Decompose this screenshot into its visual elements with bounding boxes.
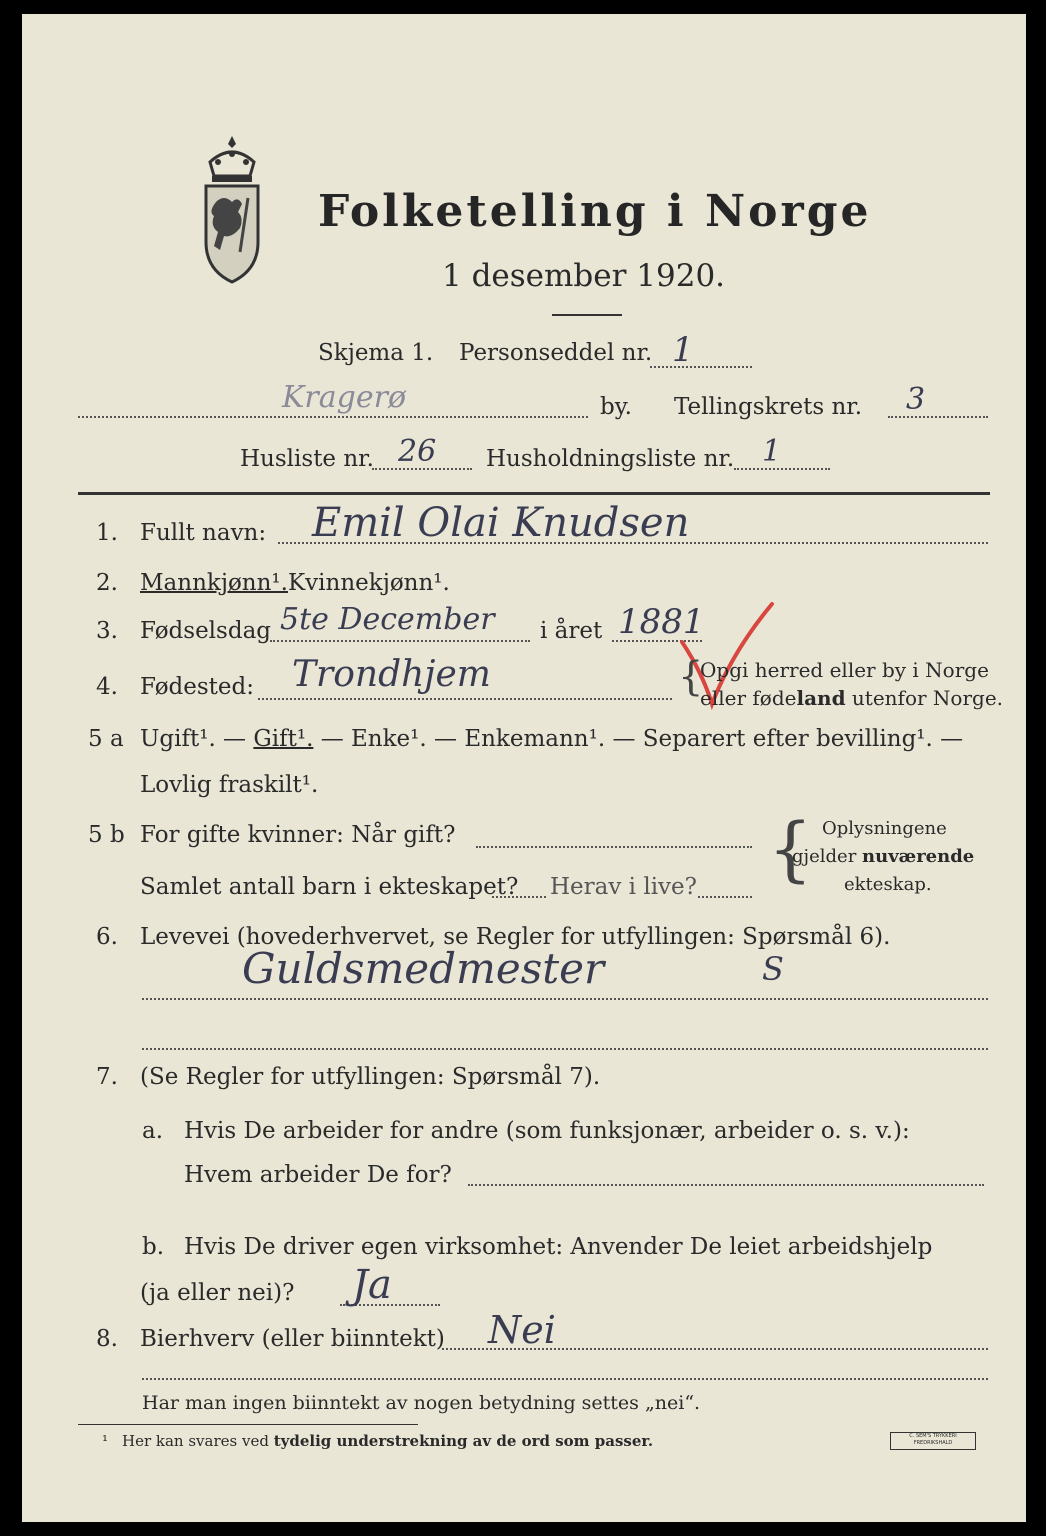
- q7a-line2: Hvem arbeider De for?: [184, 1162, 452, 1188]
- q5b-when-field-line: [476, 846, 752, 848]
- q7-number: 7.: [96, 1064, 118, 1090]
- q1-number: 1.: [96, 520, 118, 546]
- q6-label: Levevei (hovederhvervet, se Regler for utfyllingen: Spørsmål 6).: [140, 924, 891, 950]
- husliste-value[interactable]: 26: [398, 434, 437, 469]
- q7a-field-line: [468, 1184, 984, 1186]
- q6-occupation-value[interactable]: Guldsmedmester: [242, 944, 605, 993]
- q6-occupation-mark: S: [762, 950, 784, 988]
- q3-label: Fødselsdag: [140, 618, 272, 644]
- q5a-option-fraskilt[interactable]: Lovlig fraskilt¹.: [140, 772, 319, 798]
- husholdning-value[interactable]: 1: [762, 434, 782, 469]
- personseddel-value[interactable]: 1: [672, 330, 694, 370]
- personseddel-field-line: [650, 366, 752, 368]
- q4-number: 4.: [96, 674, 118, 700]
- by-field-line: [78, 416, 588, 418]
- q1-name-value[interactable]: Emil Olai Knudsen: [312, 500, 690, 546]
- husholdning-field-line: [734, 468, 830, 470]
- q6-number: 6.: [96, 924, 118, 950]
- title-divider: [552, 314, 622, 316]
- tellingskrets-label: Tellingskrets nr.: [674, 394, 863, 420]
- q7-label: (Se Regler for utfyllingen: Spørsmål 7).: [140, 1064, 601, 1090]
- census-date: 1 desember 1920.: [442, 258, 726, 294]
- tellingskrets-value[interactable]: 3: [906, 382, 926, 417]
- footer-note: Har man ingen biinntekt av nogen betydning settes „nei“.: [142, 1392, 701, 1414]
- footer-field-line: [142, 1378, 988, 1380]
- husholdning-label: Husholdningsliste nr.: [486, 446, 735, 472]
- q5b-note-brace: {: [768, 808, 813, 890]
- q4-note-line1: Opgi herred eller by i Norge: [700, 658, 989, 682]
- footnote-divider: [78, 1424, 418, 1425]
- q3-year-label: i året: [540, 618, 603, 644]
- footnote-mark: ¹: [102, 1432, 109, 1450]
- q4-field-line: [258, 698, 672, 700]
- q4-label: Fødested:: [140, 674, 255, 700]
- header-divider: [78, 492, 990, 495]
- form-title: Folketelling i Norge: [318, 186, 872, 237]
- q7a-line1: Hvis De arbeider for andre (som funksjonær, arbeider o. s. v.):: [184, 1118, 910, 1144]
- q5a-gift-option[interactable]: Gift¹.: [253, 726, 314, 752]
- printer-stamp: C. SEM'S TRYKKERI FREDRIKSHALD: [890, 1432, 976, 1450]
- q5b-line1: For gifte kvinner: Når gift?: [140, 822, 456, 848]
- q3-day-field-line: [270, 640, 530, 642]
- q5b-note-line3: ekteskap.: [844, 874, 932, 895]
- by-label: by.: [600, 394, 632, 420]
- q5b-alive-field-line: [698, 896, 752, 898]
- q7b-line1: Hvis De driver egen virksomhet: Anvender De leiet arbeidshjelp: [184, 1234, 933, 1260]
- q5b-alive-label: Herav i live?: [550, 874, 697, 900]
- q3-number: 3.: [96, 618, 118, 644]
- q4-birthplace-value[interactable]: Trondhjem: [292, 654, 491, 695]
- q7b-line2: (ja eller nei)?: [140, 1280, 295, 1306]
- q3-year-value[interactable]: 1881: [618, 602, 705, 642]
- by-value[interactable]: Kragerø: [282, 380, 406, 415]
- q4-note-brace: {: [678, 654, 704, 700]
- q7b-number: b.: [142, 1234, 165, 1260]
- census-form: [22, 14, 1026, 1522]
- q6-field-line-1: [142, 998, 988, 1000]
- q3-day-value[interactable]: 5te December: [280, 602, 495, 637]
- q6-field-line-2: [142, 1048, 988, 1050]
- q2-number: 2.: [96, 570, 118, 596]
- skjema-label: Skjema 1.: [318, 340, 434, 366]
- q8-label: Bierhverv (eller biinntekt): [140, 1326, 445, 1352]
- q5b-note-line1: Oplysningene: [822, 818, 947, 839]
- q8-value[interactable]: Nei: [488, 1308, 556, 1352]
- q4-note-line2: eller fødeland utenfor Norge.: [700, 686, 1004, 710]
- q5a-options[interactable]: Ugift¹. — Gift¹. — Enke¹. — Enkemann¹. — Separert efter bevilling¹. —: [140, 726, 964, 752]
- q8-number: 8.: [96, 1326, 118, 1352]
- q2-male-option[interactable]: Mannkjønn¹.: [140, 570, 288, 596]
- q1-label: Fullt navn:: [140, 520, 267, 546]
- personseddel-label: Personseddel nr.: [459, 340, 653, 366]
- q5a-number: 5 a: [88, 726, 124, 752]
- q7a-number: a.: [142, 1118, 164, 1144]
- coat-of-arms-icon: [192, 132, 272, 292]
- q7b-value[interactable]: Ja: [352, 1262, 392, 1308]
- q5b-children-field-line: [492, 896, 546, 898]
- q5b-note-line2: gjelder nuværende: [792, 846, 975, 867]
- q5b-number: 5 b: [88, 822, 125, 848]
- q5b-children-label: Samlet antall barn i ekteskapet?: [140, 874, 519, 900]
- q2-female-option[interactable]: Kvinnekjønn¹.: [288, 570, 450, 596]
- footnote-text: Her kan svares ved tydelig understrekning av de ord som passer.: [122, 1432, 654, 1450]
- husliste-label: Husliste nr.: [240, 446, 374, 472]
- tellingskrets-field-line: [888, 416, 988, 418]
